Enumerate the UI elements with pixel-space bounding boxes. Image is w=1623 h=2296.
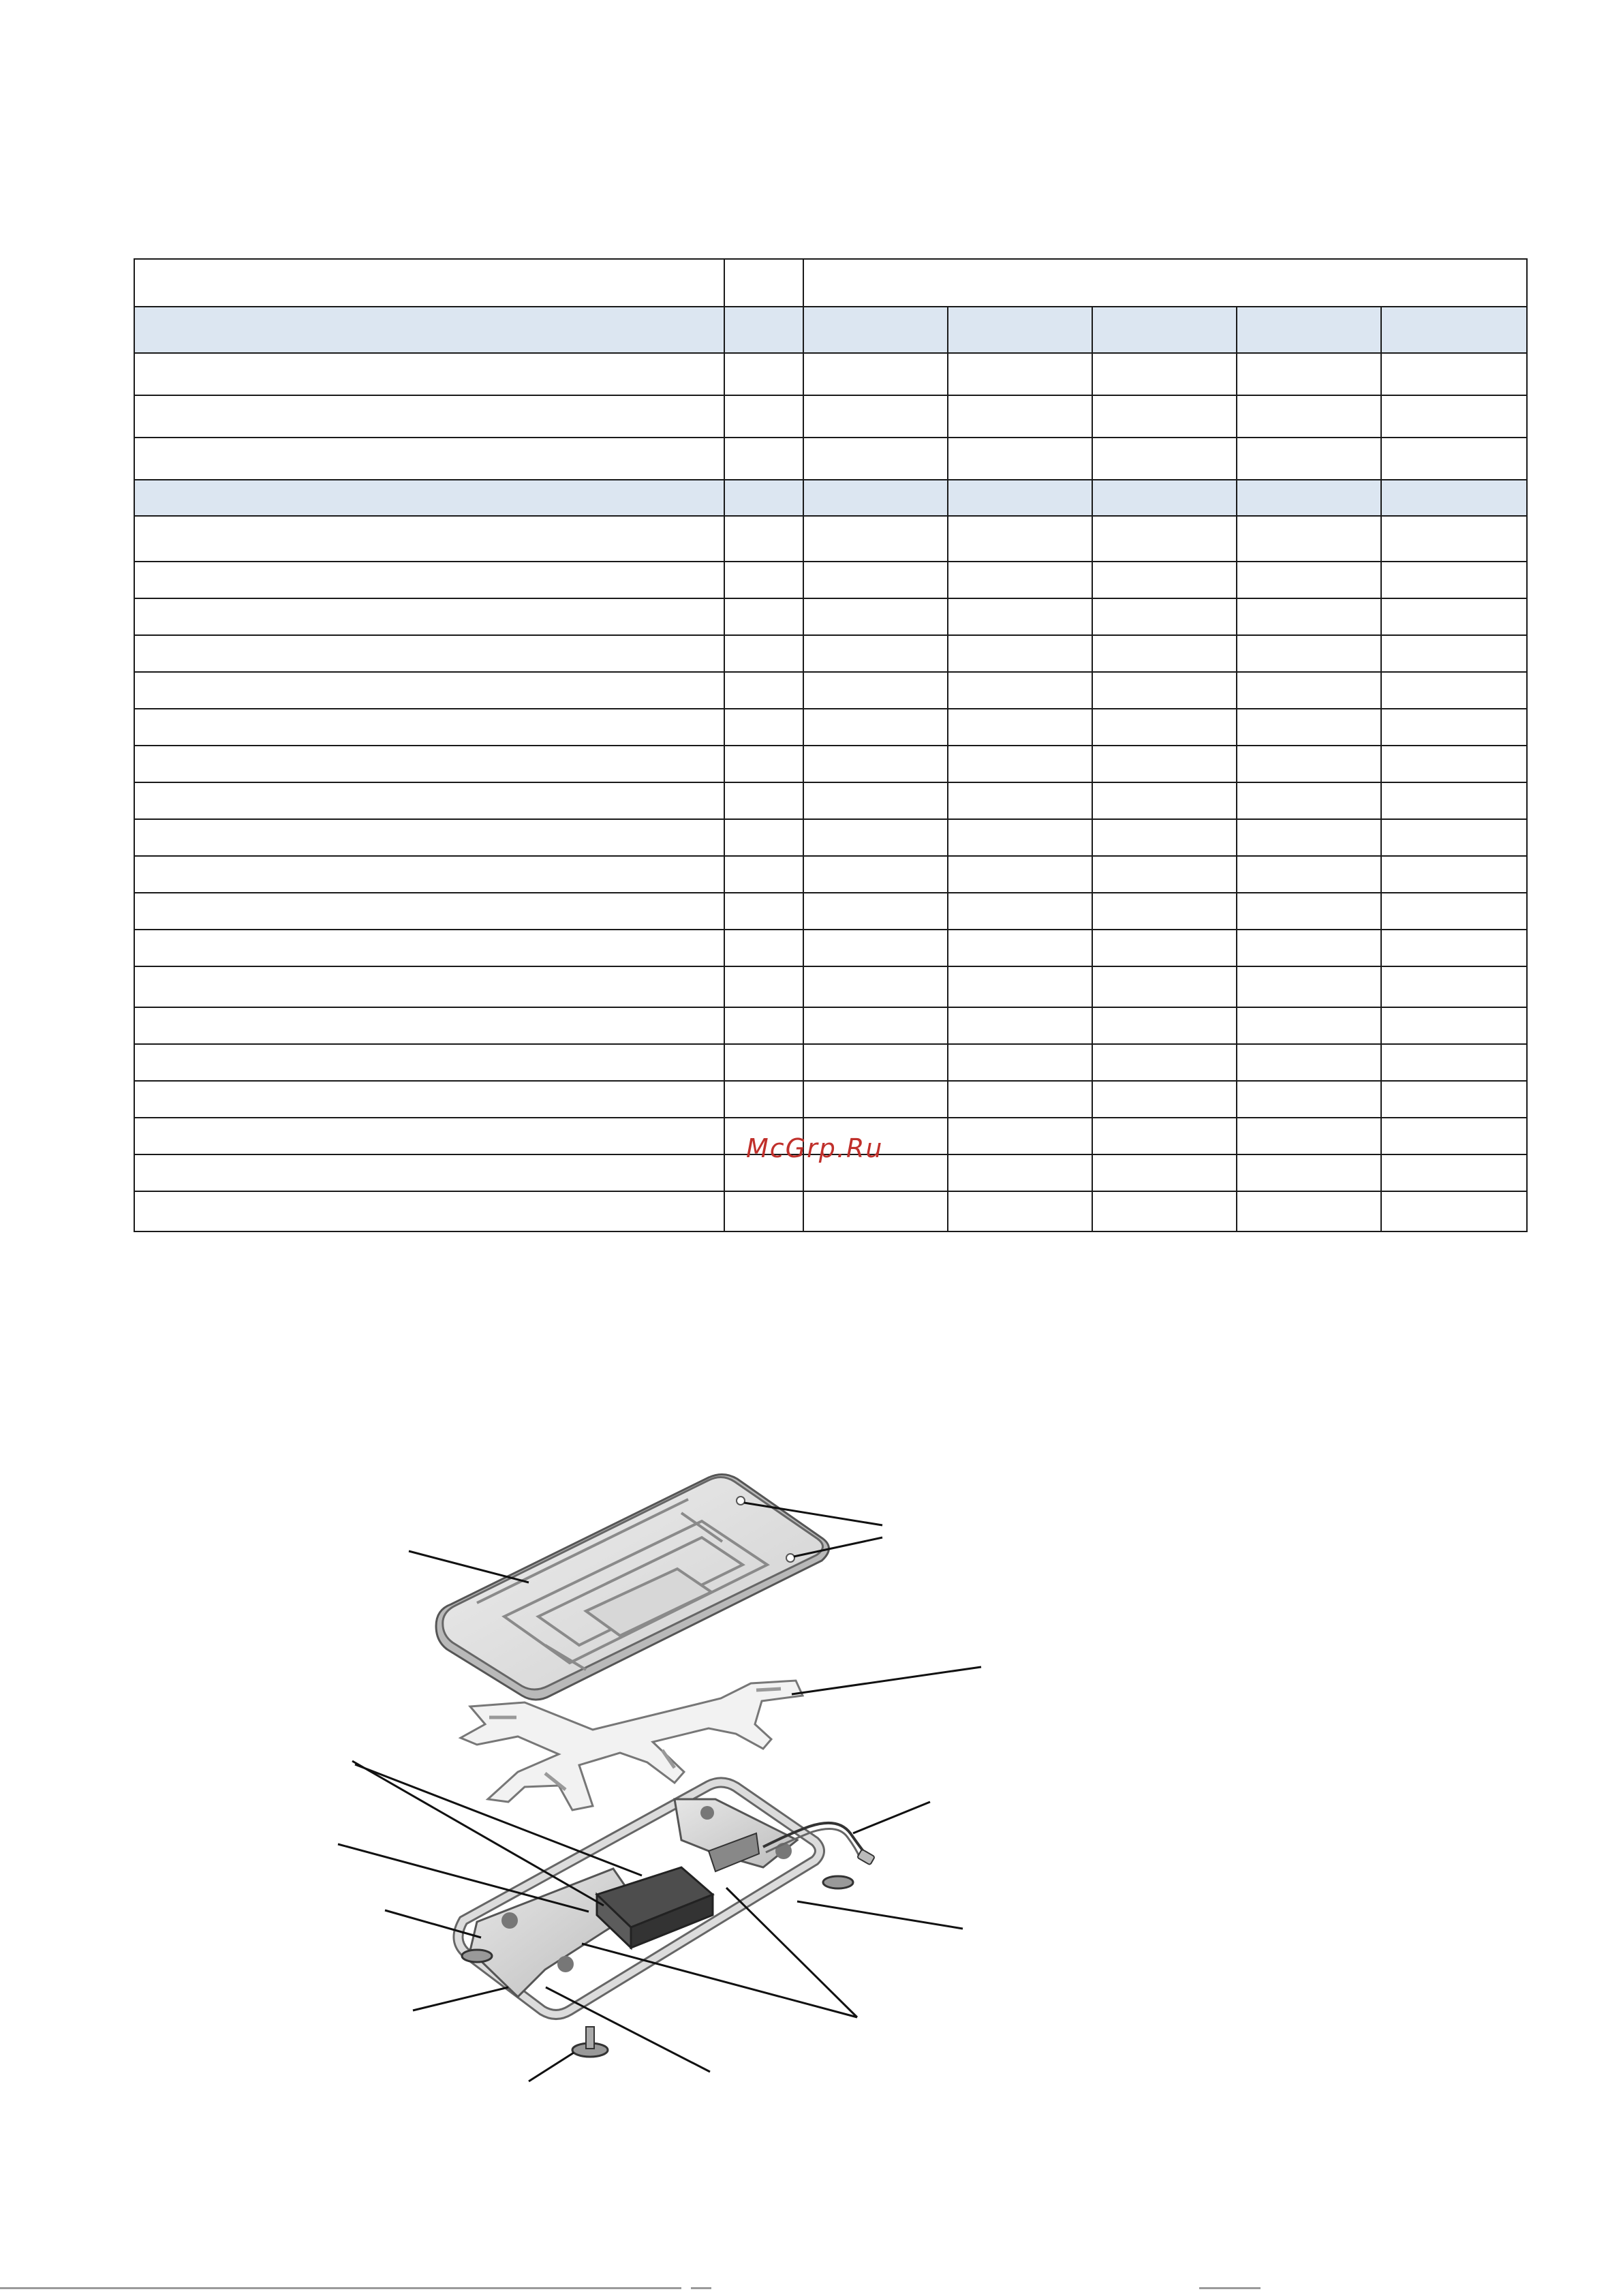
top-plate [436,1474,829,1700]
footer-rule-mid-a [691,2287,711,2289]
load-cell [597,1833,759,1948]
watermark-text: McGrp.Ru [746,1133,884,1163]
footer-rule-mid-b [1199,2287,1261,2289]
support-spider [461,1681,803,1810]
footer-rule-left [0,2287,681,2289]
